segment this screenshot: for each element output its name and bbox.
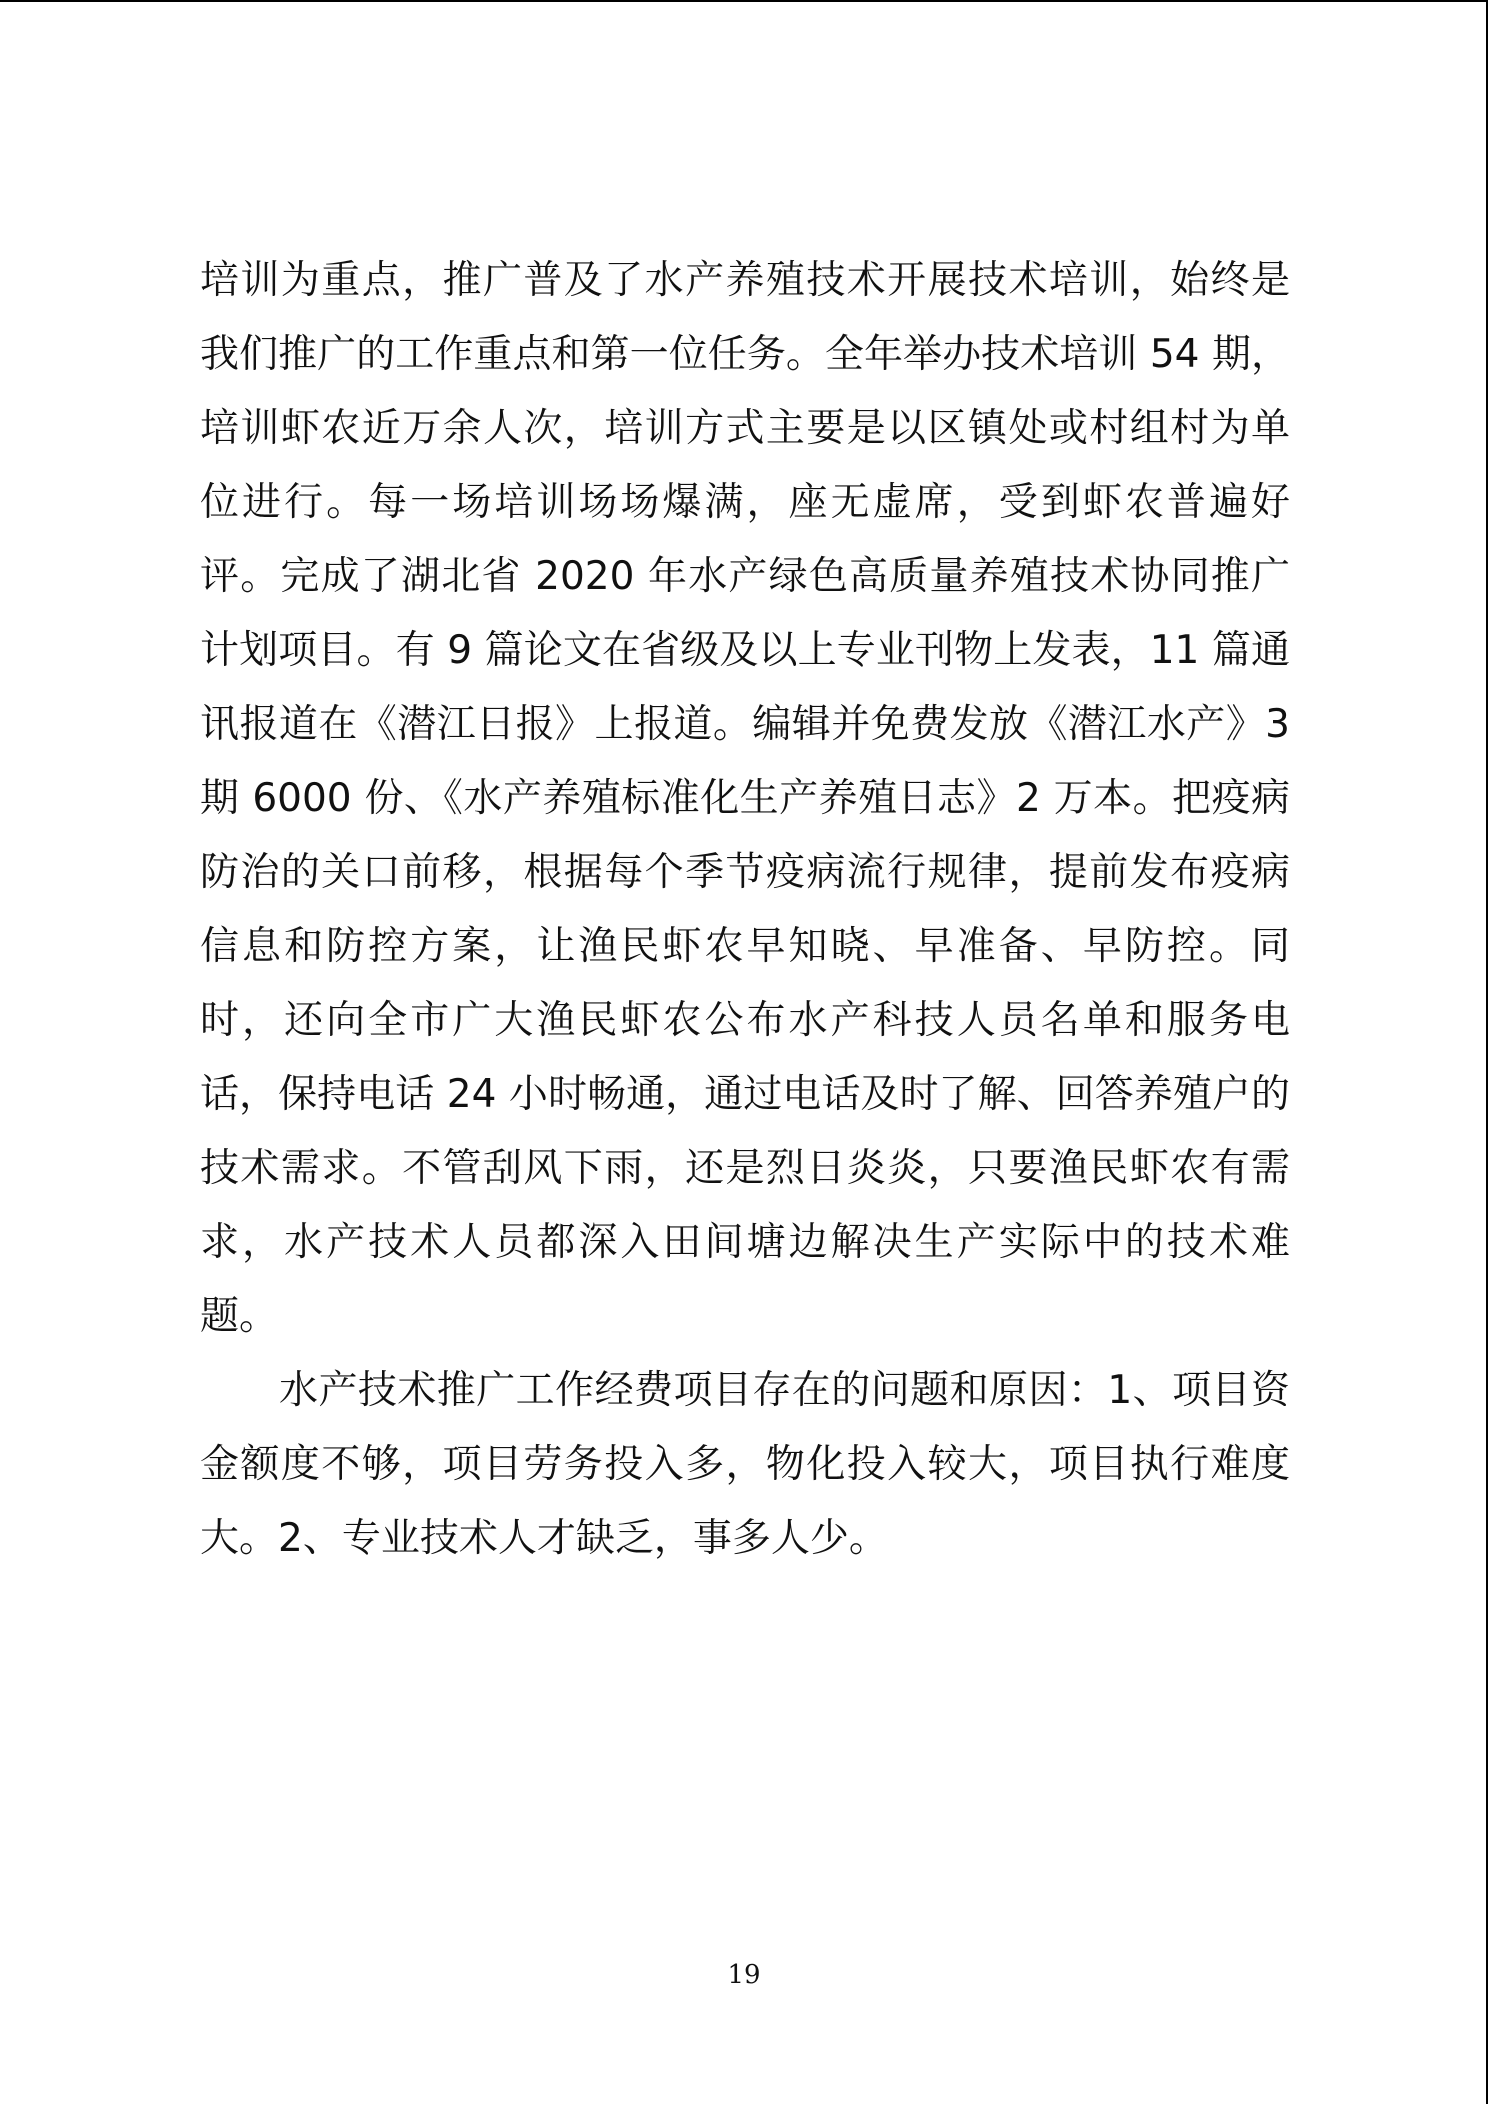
paragraph-problems: 水产技术推广工作经费项目存在的问题和原因：1、项目资金额度不够，项目劳务投入多，物化投入较大，项目执行难度大。2、专业技术人才缺乏，事多人少。	[200, 1368, 1290, 1561]
page-number: 19	[727, 1960, 761, 1990]
body-text	[200, 244, 1290, 1576]
paragraph-continued: 培训为重点，推广普及了水产养殖技术开展技术培训，始终是我们推广的工作重点和第一位任务。全年举办技术培训 54 期，培训虾农近万余人次，培训方式主要是以区镇处或村组村为单位进行。每一场培训场场爆满，座无虚席，受到虾农普遍好评。完成了湖北省 2020 年水产绿色高质量养殖技术协同推广计划项目。有 9 篇论文在省级及以上专业刊物上发表，11 篇通讯报道在《潜江日报》上报道。编辑并免费发放《潜江水产》3 期 6000 份、《水产养殖标准化生产养殖日志》2 万本。把疫病防治的关口前移，根据每个季节疫病流行规律，提前发布疫病信息和防控方案，让渔民虾农早知晓、早准备、早防控。同时，还向全市广大渔民虾农公布水产科技人员名单和服务电话，保持电话 24 小时畅通，通过电话及时了解、回答养殖户的技术需求。不管刮风下雨，还是烈日炎炎，只要渔民虾农有需求，水产技术人员都深入田间塘边解决生产实际中的技术难题。	[200, 258, 1290, 1339]
